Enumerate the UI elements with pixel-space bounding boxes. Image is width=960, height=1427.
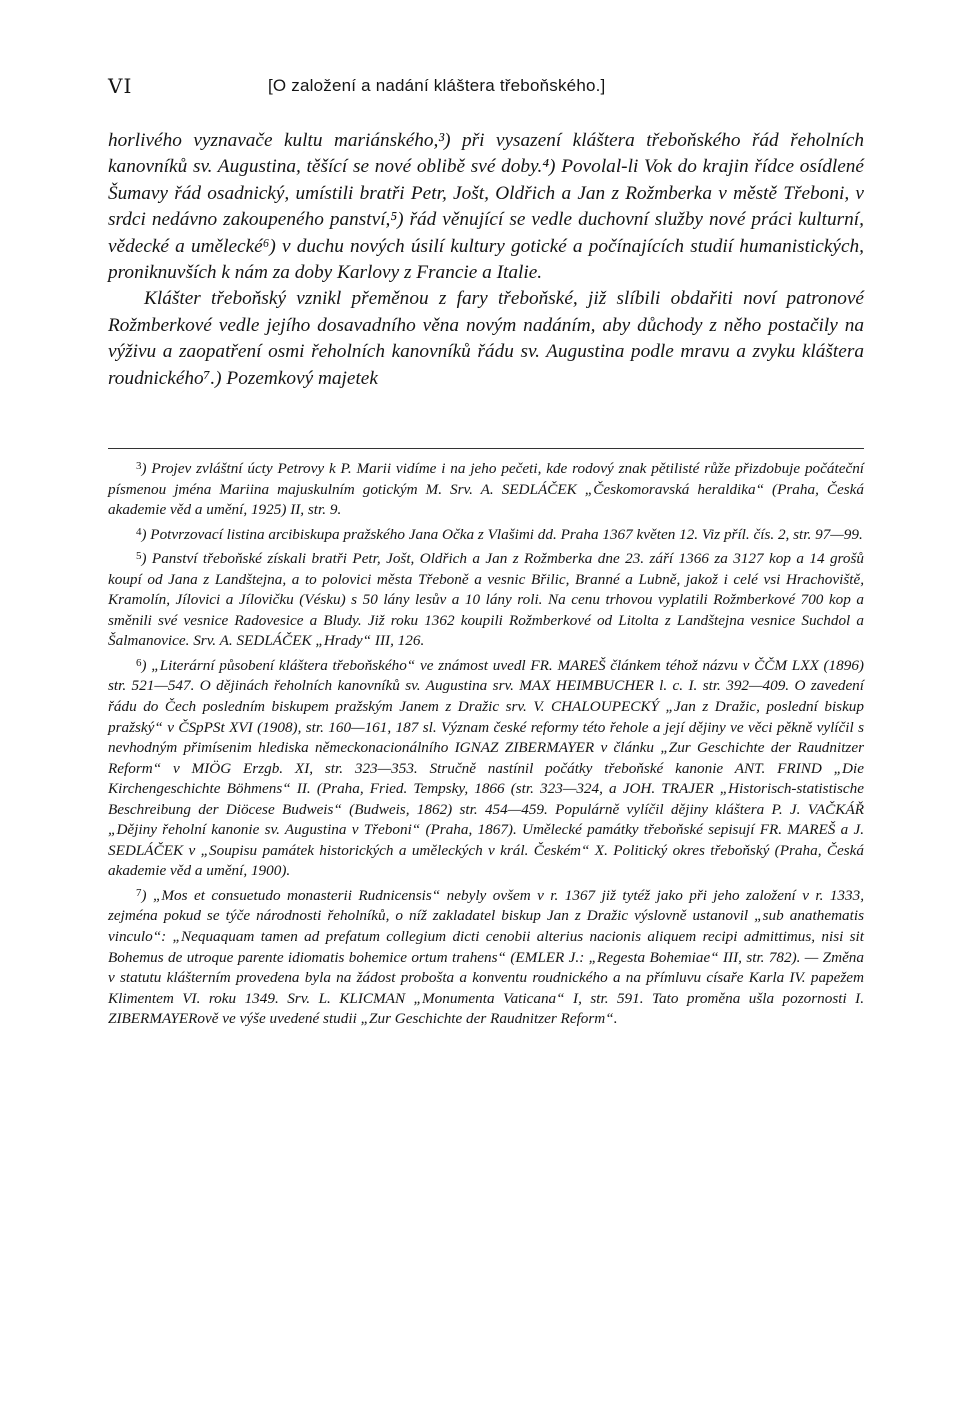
footnote: [108, 522, 864, 546]
main-text: [108, 128, 864, 392]
footnotes: [108, 456, 864, 1031]
paragraph: horlivého vyznavače kultu mariánského,³) při vysazení kláštera třeboňského řád řeholních kanovníků sv. Augustina, těšící se nové oblibě své doby.⁴) Povolal-li Vok do krajin řídce osídlené Šumavy řád osadnický, umístili bratři Petr, Jošt, Oldřich a Jan z Rožmberka v městě Třeboni, v srdci nedávno zakoupeného panství,⁵) řád věnující se vedle duchovní služby nové práci kulturní, vědecké a umělecké⁶) v duchu nových úsilí kultury gotické a počínajících studií humanistických, proniknuvších k nám za doby Karlovy z Francie a Italie.: [108, 130, 864, 284]
footnote-text: Potvrzovací listina arcibiskupa pražského Jana Očka z Vlašimi dd. Praha 1367 květen 12. Viz příl. čís. 2, str. 97—99.: [150, 525, 863, 543]
footnote-mark: $^5$ ): [136, 550, 147, 562]
footnote-mark: $^6$ ): [136, 657, 147, 669]
footnote-text: „Mos et consuetudo monasterii Rudnicensis“ nebyly ovšem v r. 1367 již tytéž jako při jeho založení v r. 1333, zejména pokud se týče národnosti řeholníků, o níž zakladatel biskup Jan z Dražic výslovně ustanovil „sub anathematis vinculo“: „Nequaquam tamen ad prefatum collegium dicti cenobii alterius nacionis aliquem recipi admittimus, nisi sit Bohemus de utroque parente idiomatis bohemice ortum trahens“ (EMLER J.: „Regesta Bohemiae“ III, str. 782). — Změna v statutu klášterním provedena byla na žádost probošta a konventu roudnického a na přímluvu císaře Karla IV. papežem Klimentem VI. roku 1349. Srv. L. KLICMAN „Monumenta Vaticana“ I, str. 591. Tato proměna ušla pozornosti I. ZIBERMAYERově ve výše uvedené studii „Zur Geschichte der Raudnitzer Reform“.: [108, 886, 864, 1028]
footnote-separator: [108, 448, 864, 449]
footnote: [108, 883, 864, 1030]
footnote-mark: $^4$ ): [136, 526, 147, 538]
page-header: [108, 74, 868, 104]
footnote: [108, 456, 864, 521]
footnote-text: Projev zvláštní úcty Petrovy k P. Marii vidíme i na jeho pečeti, kde rodový znak pětilisté růže přizdobuje počáteční písmenou jména Mariina majuskulním gotickým M. Srv. A. SEDLÁČEK „Českomoravská heraldika“ (Praha, Česká akademie věd a umění, 1925) II, str. 9.: [108, 460, 865, 519]
footnote-mark: $^3$ ): [136, 460, 147, 472]
footnote: [108, 653, 864, 882]
running-head: [O založení a nadání kláštera třeboňského.]: [268, 76, 606, 95]
paragraph: Klášter třeboňský vznikl přeměnou z fary třeboňské, již slíbili obdařiti noví patronové Rožmberkové vedle jejího dosavadního věna novým nadáním, aby důchody z něho postačily na výživu a zaopatření osmi řeholních kanovníků řádu sv. Augustina podle mravu a zvyku kláštera roudnického⁷.) Pozemkový majetek: [108, 288, 864, 389]
footnote-text: Panství třeboňské získali bratři Petr, Jošt, Oldřich a Jan z Rožmberka dne 23. září 1366 za 3127 kop a 14 grošů koupí od Jana z Landštejna, a to polovici města Třeboně a vesnic Břilic, Branné a Lubně, jakož i celé vsi Hrachoviště, Kramolín, Jílovici a Jílovičku (Vésku) s 50 lány lesův a 10 lány roli. Na cenu trhovou vyplatili Rožmberkové 700 kop a směnili své vesnice Radovesice a Bludy. Již roku 1362 koupili Rožmberkové od Litolta z Landštejna vesnice Suchdol a Šalmanovice. Srv. A. SEDLÁČEK „Hrady“ III, 126.: [108, 550, 865, 650]
footnote-text: „Literární působení kláštera třeboňského“ ve známost uvedl FR. MAREŠ článkem téhož názvu v ČČM LXX (1896) str. 521—547. O dějinách řeholních kanovníků sv. Augustina srv. MAX HEIMBUCHER l. c. I. str. 392—409. O zavedení řádu do Čech posledním biskupem pražským Janem z Dražic srv. V. CHALOUPECKÝ „Jan z Dražic, poslední biskup pražský“ v ČSpPSt XVI (1908), str. 160—161, 187 sl. Význam české reformy této řehole a její dějiny ve věci pěkně vylíčil s nevhodným přimísenim hlediska německonacionálního IGNAZ ZIBERMAYER v článku „Zur Geschichte der Raudnitzer Reform“ v MIÖG Erzgb. XI, str. 323—353. Stručně nastínil počátky třeboňské kanonie ANT. FRIND „Die Kirchengeschichte Böhmens“ II. (Praha, Fried. Tempsky, 1866 (str. 323—324, a JOH. TRAJER „Historisch-statistische Beschreibung der Diöcese Budweis“ (Budweis, 1862) str. 454—459. Populárně vylíčil dějiny kláštera P. J. VAČKÁŘ „Dějiny řeholní kanonie sv. Augustina v Třeboni“ (Praha, 1867). Umělecké památky třeboňské sepisují FR. MAREŠ a J. SEDLÁČEK v „Soupisu památek historických a uměleckých v král. Českém“ X. Politický okres třeboňský (Praha, Česká akademie věd a umění, 1900).: [108, 656, 864, 880]
footnote: [108, 546, 864, 652]
page-number: VI: [108, 74, 133, 98]
footnote-mark: $^7$ ): [136, 887, 147, 899]
